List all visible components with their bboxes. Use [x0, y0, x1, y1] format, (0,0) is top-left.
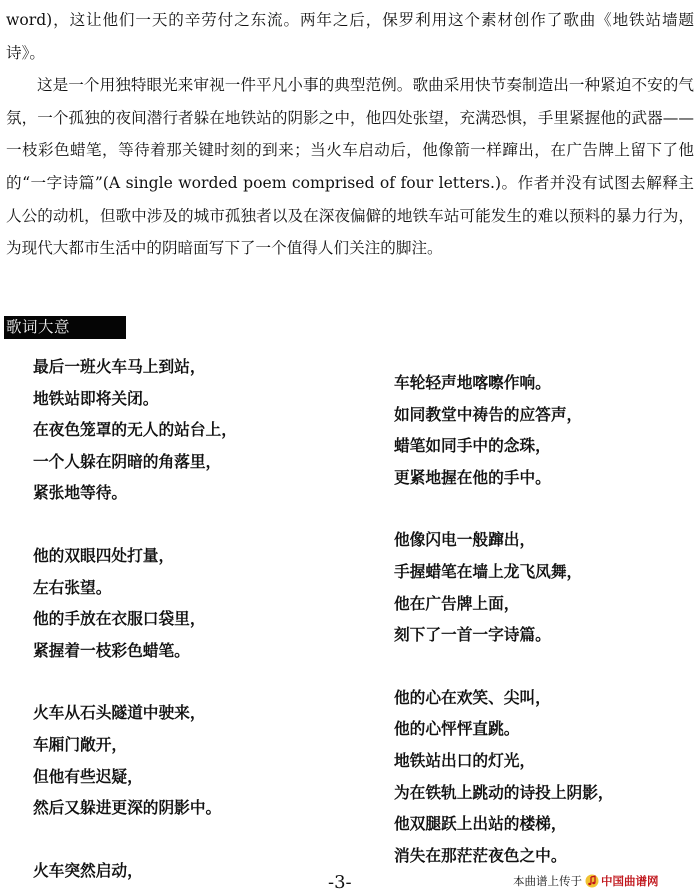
lyric-line: 他像闪电一般蹿出， [394, 530, 536, 550]
lyric-line: 然后又躲进更深的阴影中。 [33, 798, 222, 818]
lyric-line: 车轮轻声地喀嚓作响。 [394, 373, 551, 392]
lyric-line: 消失在那茫茫夜色之中。 [394, 845, 567, 865]
lyric-line: 地铁站出口的灯光， [394, 750, 536, 770]
lyric-line: 火车突然启动， [33, 860, 143, 880]
lyric-line: 如同教堂中祷告的应答声， [394, 404, 583, 424]
lyric-line: 蜡笔如同手中的念珠， [394, 436, 551, 456]
lyrics-stanza [394, 367, 700, 493]
intro-text [6, 4, 694, 265]
watermark [513, 872, 659, 890]
lyrics-left-column [33, 351, 363, 896]
lyrics-section-heading: 歌词大意 [4, 316, 126, 339]
lyrics-stanza [394, 682, 700, 872]
intro-paragraph-2: 这是一个用独特眼光来审视一件平凡小事的典型范例。歌曲采用快节奏制造出一种紧迫不安的气氛，一个孤独的夜间潜行者躲在地铁站的阴影之中，他四处张望，充满恐惧，手里紧握他的武器——一枝彩色蜡笔，等待着那关键时刻的到来；当火车启动后，他像箭一样蹿出，在广告牌上留下了他的“一字诗篇”(A single worded poem comprised of four letters.)。作者并没有试图去解释主人公的动机，但歌中涉及的城市孤独者以及在深夜偏僻的地铁车站可能发生的难以预料的暴力行为，为现代大都市生活中的阴暗面写下了一个值得人们关注的脚注。 [6, 76, 694, 258]
lyrics-stanza [394, 524, 700, 650]
lyric-line: 他双腿跃上出站的楼梯， [394, 814, 567, 834]
lyric-line: 他在广告牌上面， [394, 593, 520, 613]
lyrics-stanza [33, 697, 363, 823]
lyric-line: 手握蜡笔在墙上龙飞凤舞， [394, 561, 583, 581]
lyric-line: 他的心怦怦直跳。 [394, 719, 520, 739]
music-note-icon [585, 874, 599, 888]
watermark-site: 中国曲谱网 [601, 874, 659, 888]
lyric-line: 左右张望。 [33, 577, 112, 597]
lyric-line: 地铁站即将关闭。 [33, 388, 159, 408]
page-number: -3- [328, 872, 352, 893]
lyric-line: 紧握着一枝彩色蜡笔。 [33, 640, 190, 660]
lyric-line: 紧张地等待。 [33, 483, 128, 503]
lyric-line: 在夜色笼罩的无人的站台上， [33, 420, 237, 440]
lyrics-right-column [394, 367, 700, 896]
lyric-line: 刻下了一首一字诗篇。 [394, 625, 551, 645]
lyric-line: 他的心在欢笑、尖叫， [394, 687, 551, 707]
lyrics-stanza [33, 855, 363, 887]
lyric-line: 火车从石头隧道中驶来， [33, 703, 206, 723]
lyric-line: 但他有些迟疑， [33, 766, 143, 786]
watermark-prefix: 本曲谱上传于 [513, 874, 582, 888]
lyric-line: 他的双眼四处打量， [33, 545, 175, 565]
lyric-line: 为在铁轨上跳动的诗投上阴影， [394, 782, 614, 802]
lyrics-stanza [33, 351, 363, 509]
lyric-line: 车厢门敞开， [33, 734, 128, 754]
intro-paragraph-1: word)，这让他们一天的辛劳付之东流。两年之后，保罗利用这个素材创作了歌曲《地铁站墙题诗》。 [6, 11, 694, 62]
lyric-line: 最后一班火车马上到站， [33, 357, 206, 376]
lyrics-stanza [33, 540, 363, 666]
lyric-line: 更紧地握在他的手中。 [394, 467, 551, 487]
lyric-line: 一个人躲在阴暗的角落里， [33, 451, 222, 471]
lyric-line: 他的手放在衣服口袋里， [33, 609, 206, 629]
